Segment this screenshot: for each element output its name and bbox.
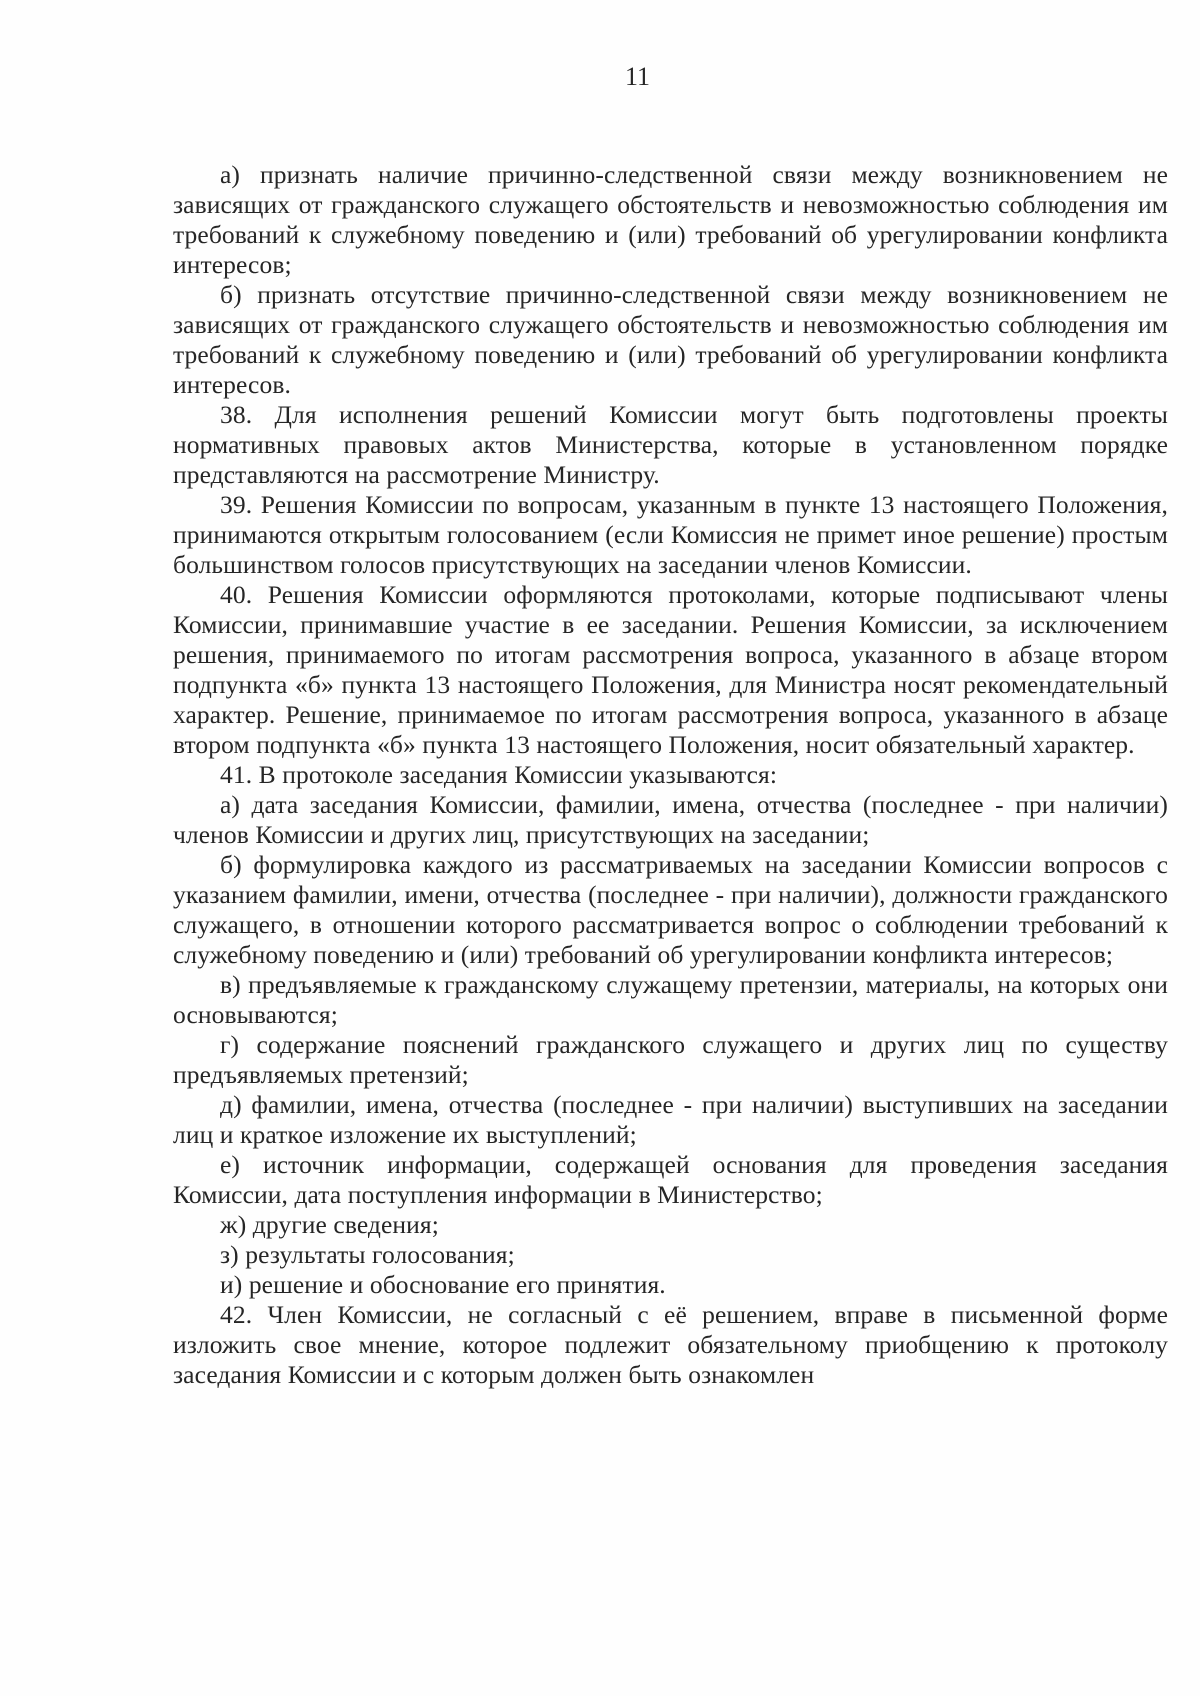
page-number: 11 xyxy=(624,62,651,91)
paragraph-41d: д) фамилии, имена, отчества (последнее - при наличии) выступивших на заседании лиц и краткое изложение их выступлений; xyxy=(173,1090,1168,1149)
paragraph-41zh: ж) другие сведения; xyxy=(220,1210,439,1239)
document-body xyxy=(173,160,1168,1390)
paragraph-41z: з) результаты голосования; xyxy=(220,1240,515,1269)
paragraph-41b: б) формулировка каждого из рассматриваемых на заседании Комиссии вопросов с указанием фамилии, имени, отчества (последнее - при наличии), должности гражданского служащего, в отношении которого рассматривается вопрос о соблюдении требований к служебному поведению и (или) требований об урегулировании конфликта интересов; xyxy=(173,850,1168,969)
paragraph-41e: е) источник информации, содержащей основания для проведения заседания Комиссии, дата поступления информации в Министерство; xyxy=(173,1150,1168,1209)
paragraph-41v: в) предъявляемые к гражданскому служащему претензии, материалы, на которых они основываются; xyxy=(173,970,1168,1029)
paragraph-42: 42. Член Комиссии, не согласный с её решением, вправе в письменной форме изложить свое мнение, которое подлежит обязательному приобщению к протоколу заседания Комиссии и с которым должен быть ознакомлен xyxy=(173,1300,1168,1389)
paragraph-40: 40. Решения Комиссии оформляются протоколами, которые подписывают члены Комиссии, принимавшие участие в ее заседании. Решения Комиссии, за исключением решения, принимаемого по итогам рассмотрения вопроса, указанного в абзаце втором подпункта «б» пункта 13 настоящего Положения, для Министра носят рекомендательный характер. Решение, принимаемое по итогам рассмотрения вопроса, указанного в абзаце втором подпункта «б» пункта 13 настоящего Положения, носит обязательный характер. xyxy=(173,580,1168,759)
paragraph-41a: а) дата заседания Комиссии, фамилии, имена, отчества (последнее - при наличии) членов Комиссии и других лиц, присутствующих на заседании; xyxy=(173,790,1168,849)
paragraph-41g: г) содержание пояснений гражданского служащего и других лиц по существу предъявляемых претензий; xyxy=(173,1030,1168,1089)
paragraph-41i: и) решение и обоснование его принятия. xyxy=(220,1270,666,1299)
paragraph-39: 39. Решения Комиссии по вопросам, указанным в пункте 13 настоящего Положения, принимаются открытым голосованием (если Комиссия не примет иное решение) простым большинством голосов присутствующих на заседании членов Комиссии. xyxy=(173,490,1168,579)
paragraph-38: 38. Для исполнения решений Комиссии могут быть подготовлены проекты нормативных правовых актов Министерства, которые в установленном порядке представляются на рассмотрение Министру. xyxy=(173,400,1168,489)
paragraph-41: 41. В протоколе заседания Комиссии указываются: xyxy=(220,760,778,789)
paragraph-3a: а) признать наличие причинно-следственной связи между возникновением не зависящих от гражданского служащего обстоятельств и невозможностью соблюдения им требований к служебному поведению и (или) требований об урегулировании конфликта интересов; xyxy=(173,160,1168,279)
paragraph-3b: б) признать отсутствие причинно-следственной связи между возникновением не зависящих от гражданского служащего обстоятельств и невозможностью соблюдения им требований к служебному поведению и (или) требований об урегулировании конфликта интересов. xyxy=(173,280,1168,399)
